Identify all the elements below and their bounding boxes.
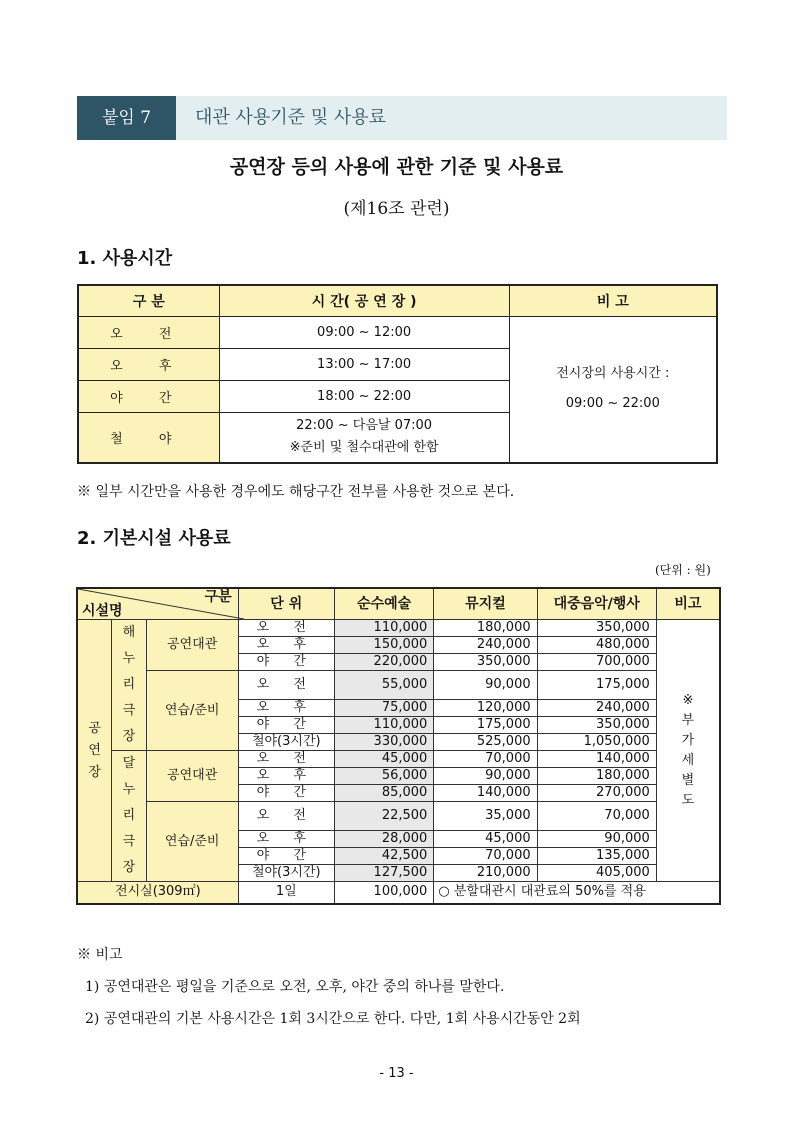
fee-value: 55,000 [334, 671, 433, 700]
fee-table [76, 587, 721, 905]
fee-unit: 야 간 [238, 654, 334, 671]
t1-note-line1: 전시장의 사용시간 : [556, 366, 670, 382]
fee-unit: 오 전 [238, 751, 334, 768]
hall-label: 달 누 리 극 장 [122, 756, 136, 875]
fee-value: 330,000 [334, 734, 433, 751]
fee-value: 90,000 [537, 831, 656, 848]
fee-value: 140,000 [537, 751, 656, 768]
fee-value: 135,000 [537, 848, 656, 865]
exhibit-note: ○ 분할대관시 대관료의 50%를 적용 [434, 882, 720, 904]
page-number: - 13 - [379, 1066, 414, 1081]
fee-value: 45,000 [434, 831, 537, 848]
venue-label: 공 연 장 [88, 720, 101, 780]
fee-unit: 오 전 [238, 802, 334, 831]
fee-row [77, 751, 720, 768]
fee-unit: 오 후 [238, 637, 334, 654]
fee-value: 525,000 [434, 734, 537, 751]
fee-unit: 철야(3시간) [238, 865, 334, 882]
fee-unit: 오 전 [238, 671, 334, 700]
usage-time-table [77, 284, 718, 464]
t1-row-time: 22:00 ~ 다음날 07:00 [296, 418, 433, 434]
t1-header-category: 구 분 [78, 285, 219, 317]
fee-unit: 철야(3시간) [238, 734, 334, 751]
t1-row-label: 철 야 [78, 413, 219, 463]
remarks-title: ※ 비고 [77, 947, 123, 963]
fee-unit: 야 간 [238, 848, 334, 865]
fee-value: 70,000 [537, 802, 656, 831]
t1-header-time: 시 간( 공 연 장 ) [219, 285, 509, 317]
appendix-banner [77, 96, 727, 140]
exhibit-row [77, 882, 720, 904]
fee-value: 120,000 [434, 700, 537, 717]
fee-value: 75,000 [334, 700, 433, 717]
fee-value: 42,500 [334, 848, 433, 865]
section2-heading: 2. 기본시설 사용료 [77, 528, 231, 549]
t2-header-note: 비고 [656, 588, 720, 620]
fee-value: 270,000 [537, 785, 656, 802]
unit-label: (단위 : 원) [655, 563, 711, 577]
t2-corner-header [77, 588, 238, 620]
fee-unit: 야 간 [238, 717, 334, 734]
t1-row-time-cell [219, 413, 509, 463]
usage-type-cell: 공연대관 [146, 620, 238, 671]
t2-header-unit: 단 위 [238, 588, 334, 620]
fee-value: 350,000 [434, 654, 537, 671]
fee-value: 220,000 [334, 654, 433, 671]
exhibit-price: 100,000 [334, 882, 433, 904]
remarks-item: 2) 공연대관의 기본 사용시간은 1회 3시간으로 한다. 다만, 1회 사용시간동안 2회 [85, 1011, 581, 1027]
document-title: 공연장 등의 사용에 관한 기준 및 사용료 [229, 156, 564, 178]
fee-value: 175,000 [434, 717, 537, 734]
fee-row [77, 671, 720, 700]
fee-unit: 야 간 [238, 785, 334, 802]
usage-type-cell: 연습/준비 [146, 671, 238, 751]
fee-value: 45,000 [334, 751, 433, 768]
t2-corner-bottom: 시설명 [82, 603, 123, 619]
fee-value: 350,000 [537, 717, 656, 734]
fee-row [77, 620, 720, 637]
fee-unit: 오 후 [238, 831, 334, 848]
fee-unit: 오 후 [238, 700, 334, 717]
fee-value: 90,000 [434, 768, 537, 785]
fee-value: 85,000 [334, 785, 433, 802]
fee-value: 405,000 [537, 865, 656, 882]
fee-unit: 오 후 [238, 768, 334, 785]
venue-cell [77, 620, 112, 882]
fee-value: 240,000 [537, 700, 656, 717]
fee-value: 28,000 [334, 831, 433, 848]
t2-corner-top: 구분 [204, 589, 232, 605]
document-subtitle: (제16조 관련) [343, 199, 450, 219]
fee-value: 150,000 [334, 637, 433, 654]
fee-value: 56,000 [334, 768, 433, 785]
fee-value: 180,000 [537, 768, 656, 785]
section1-heading: 1. 사용시간 [77, 248, 173, 269]
fee-value: 140,000 [434, 785, 537, 802]
t2-header-pure-art: 순수예술 [334, 588, 433, 620]
fee-value: 350,000 [537, 620, 656, 637]
t1-note-line2: 09:00 ~ 22:00 [565, 396, 660, 412]
fee-value: 480,000 [537, 637, 656, 654]
appendix-title: 대관 사용기준 및 사용료 [195, 107, 387, 128]
vat-note: ※ 부 가 세 별 도 [681, 692, 695, 808]
t2-header-musical: 뮤지컬 [434, 588, 537, 620]
fee-value: 1,050,000 [537, 734, 656, 751]
fee-value: 70,000 [434, 848, 537, 865]
section1-footnote: ※ 일부 시간만을 사용한 경우에도 해당구간 전부를 사용한 것으로 본다. [77, 484, 515, 500]
fee-value: 127,500 [334, 865, 433, 882]
t2-header-popular: 대중음악/행사 [537, 588, 656, 620]
t1-row-label: 야 간 [78, 381, 219, 413]
fee-row [77, 802, 720, 831]
vat-note-cell [656, 620, 720, 882]
fee-value: 110,000 [334, 620, 433, 637]
fee-value: 180,000 [434, 620, 537, 637]
fee-value: 210,000 [434, 865, 537, 882]
usage-type-cell: 공연대관 [146, 751, 238, 802]
hall-label: 해 누 리 극 장 [122, 625, 136, 744]
t1-row-time-note: ※준비 및 철수대관에 한함 [289, 440, 439, 456]
fee-unit: 오 전 [238, 620, 334, 637]
hall-cell [112, 620, 146, 751]
t1-row-label: 오 후 [78, 349, 219, 381]
fee-value: 110,000 [334, 717, 433, 734]
fee-value: 22,500 [334, 802, 433, 831]
t1-row-time: 13:00 ~ 17:00 [219, 349, 509, 381]
fee-value: 90,000 [434, 671, 537, 700]
exhibit-name: 전시실(309㎡) [77, 882, 238, 904]
fee-value: 240,000 [434, 637, 537, 654]
usage-type-cell: 연습/준비 [146, 802, 238, 882]
t1-row-label: 오 전 [78, 317, 219, 349]
t1-header-note: 비 고 [509, 285, 717, 317]
fee-value: 70,000 [434, 751, 537, 768]
remarks-item: 1) 공연대관은 평일을 기준으로 오전, 오후, 야간 중의 하나를 말한다. [85, 979, 505, 995]
t1-row-time: 18:00 ~ 22:00 [219, 381, 509, 413]
appendix-tag: 붙임 7 [77, 96, 176, 140]
fee-value: 35,000 [434, 802, 537, 831]
fee-value: 175,000 [537, 671, 656, 700]
t1-note-cell [509, 317, 717, 463]
fee-value: 700,000 [537, 654, 656, 671]
t1-row-time: 09:00 ~ 12:00 [219, 317, 509, 349]
exhibit-unit: 1일 [238, 882, 334, 904]
hall-cell [112, 751, 146, 882]
